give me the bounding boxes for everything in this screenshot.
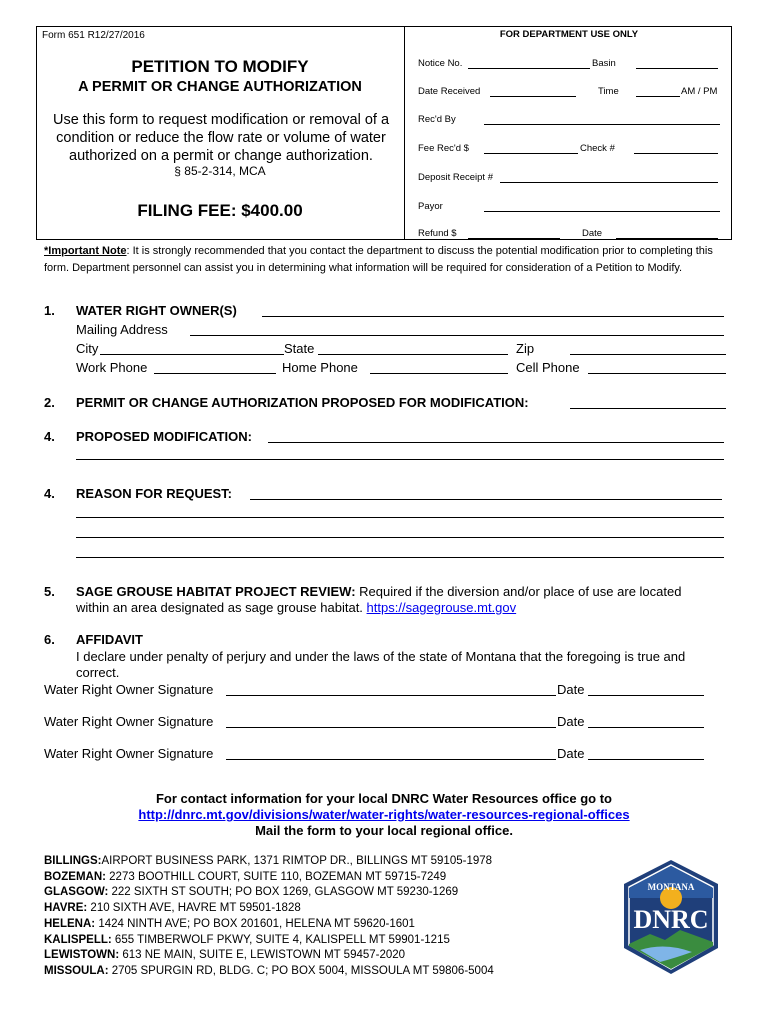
- form-description: Use this form to request modification or removal of a condition or reduce the flow rate or volume of water authorized on a permit or change authorization.: [52, 112, 390, 164]
- cell-phone-label: Cell Phone: [516, 360, 580, 375]
- office-city: MISSOULA:: [44, 964, 109, 977]
- mailing-address-field[interactable]: [190, 335, 724, 336]
- affidavit-text-2: correct.: [76, 665, 120, 680]
- important-note: [44, 243, 724, 276]
- state-label: State: [284, 341, 315, 356]
- office-city: BILLINGS:: [44, 855, 102, 867]
- signature-label-1: Water Right Owner Signature: [44, 682, 214, 697]
- reason-field[interactable]: [250, 499, 722, 500]
- office-city: HAVRE:: [44, 902, 88, 915]
- am-pm-label: AM / PM: [681, 86, 718, 97]
- zip-field[interactable]: [570, 354, 726, 355]
- city-field[interactable]: [100, 354, 284, 355]
- payor-label: Payor: [418, 201, 443, 212]
- fee-recd-field[interactable]: [484, 153, 578, 154]
- office-line: [44, 886, 458, 898]
- office-address: 210 SIXTH AVE, HAVRE MT 59501-1828: [87, 902, 301, 915]
- important-note-text: : It is strongly recommended that you contact the department to discuss the potential modification prior to completing this form. Department personnel can assist you in determining what information will be required for consideration of a Petition to Modify.: [44, 245, 713, 274]
- date-received-field[interactable]: [490, 96, 576, 97]
- zip-label: Zip: [516, 341, 535, 356]
- section-6-title: AFFIDAVIT: [76, 632, 143, 647]
- deposit-receipt-field[interactable]: [500, 182, 718, 183]
- form-id: Form 651 R12/27/2016: [42, 30, 145, 41]
- recd-by-field[interactable]: [484, 124, 720, 125]
- check-no-field[interactable]: [634, 153, 718, 154]
- office-line: [44, 934, 450, 946]
- statute-reference: § 85-2-314, MCA: [174, 164, 266, 178]
- deposit-receipt-label: Deposit Receipt #: [418, 172, 493, 183]
- section-1-number: 1.: [44, 303, 55, 318]
- fee-recd-label: Fee Rec'd $: [418, 143, 469, 154]
- cell-phone-field[interactable]: [588, 373, 726, 374]
- dept-use-title: FOR DEPARTMENT USE ONLY: [499, 29, 639, 40]
- basin-field[interactable]: [636, 68, 718, 69]
- office-address: 222 SIXTH ST SOUTH; PO BOX 1269, GLASGOW MT 59230-1269: [108, 886, 459, 899]
- reason-line-4[interactable]: [76, 557, 724, 558]
- office-line: [44, 918, 415, 930]
- refund-label: Refund $: [418, 228, 457, 239]
- section-5-line-1: [76, 584, 681, 599]
- section-5-text-2: within an area designated as sage grouse habitat.: [76, 600, 363, 615]
- home-phone-field[interactable]: [370, 373, 508, 374]
- work-phone-field[interactable]: [154, 373, 276, 374]
- office-city: LEWISTOWN:: [44, 949, 120, 962]
- office-city: KALISPELL:: [44, 933, 112, 946]
- home-phone-label: Home Phone: [282, 360, 358, 375]
- header-divider: [404, 26, 405, 240]
- contact-info-text: For contact information for your local DNRC Water Resources office go to: [155, 791, 612, 806]
- sage-grouse-link[interactable]: https://sagegrouse.mt.gov: [366, 600, 517, 615]
- proposed-modification-field[interactable]: [268, 442, 724, 443]
- refund-field[interactable]: [468, 238, 560, 239]
- check-no-label: Check #: [580, 143, 615, 154]
- signature-field-3[interactable]: [226, 759, 556, 760]
- payor-field[interactable]: [484, 211, 720, 212]
- state-field[interactable]: [318, 354, 508, 355]
- section-5-title: SAGE GROUSE HABITAT PROJECT REVIEW:: [76, 584, 356, 599]
- proposed-modification-line-2[interactable]: [76, 459, 724, 460]
- office-city: GLASGOW:: [44, 886, 109, 899]
- office-city: HELENA:: [44, 917, 96, 930]
- office-line: [44, 965, 494, 977]
- office-line: [44, 855, 492, 867]
- section-6-number: 6.: [44, 632, 55, 647]
- notice-no-label: Notice No.: [418, 58, 463, 69]
- sig-date-field-1[interactable]: [588, 695, 704, 696]
- filing-fee: FILING FEE: $400.00: [137, 201, 303, 220]
- notice-no-field[interactable]: [468, 68, 590, 69]
- date-received-label: Date Received: [418, 86, 481, 97]
- office-address: AIRPORT BUSINESS PARK, 1371 RIMTOP DR., BILLINGS MT 59105-1978: [101, 855, 493, 867]
- section-1-title: WATER RIGHT OWNER(S): [76, 303, 237, 318]
- office-address: 1424 NINTH AVE; PO BOX 201601, HELENA MT 59620-1601: [95, 917, 415, 930]
- section-4-title: REASON FOR REQUEST:: [76, 486, 233, 501]
- recd-by-label: Rec'd By: [418, 114, 456, 125]
- dnrc-logo: [620, 858, 722, 976]
- office-line: [44, 949, 405, 961]
- section-5-text: Required if the diversion and/or place of use are located: [355, 584, 682, 599]
- work-phone-label: Work Phone: [76, 360, 148, 375]
- section-4-number: 4.: [44, 486, 55, 501]
- office-address: 613 NE MAIN, SUITE E, LEWISTOWN MT 59457-2020: [119, 949, 406, 962]
- time-field[interactable]: [636, 96, 680, 97]
- section-2-number: 2.: [44, 395, 55, 410]
- affidavit-text: I declare under penalty of perjury and under the laws of the state of Montana that the foregoing is true and: [76, 649, 686, 664]
- sig-date-field-3[interactable]: [588, 759, 704, 760]
- reason-line-2[interactable]: [76, 517, 724, 518]
- office-address: 2705 SPURGIN RD, BLDG. C; PO BOX 5004, MISSOULA MT 59806-5004: [108, 964, 494, 977]
- form-subtitle: A PERMIT OR CHANGE AUTHORIZATION: [78, 79, 362, 95]
- refund-date-label: Date: [582, 228, 603, 239]
- section-3-number: 4.: [44, 429, 55, 444]
- office-line: [44, 902, 301, 914]
- city-label: City: [76, 341, 99, 356]
- section-3-title: PROPOSED MODIFICATION:: [76, 429, 252, 444]
- basin-label: Basin: [592, 58, 616, 69]
- signature-field-1[interactable]: [226, 695, 556, 696]
- signature-label-2: Water Right Owner Signature: [44, 714, 214, 729]
- sig-date-label-1: Date: [557, 682, 585, 697]
- office-city: BOZEMAN:: [44, 870, 106, 883]
- mailing-address-label: Mailing Address: [76, 322, 168, 337]
- signature-field-2[interactable]: [226, 727, 556, 728]
- regional-offices-link[interactable]: http://dnrc.mt.gov/divisions/water/water-rights/water-resources-regional-offices: [138, 807, 630, 822]
- office-address: 655 TIMBERWOLF PKWY, SUITE 4, KALISPELL MT 59901-1215: [111, 933, 450, 946]
- time-label: Time: [598, 86, 619, 97]
- section-2-title: PERMIT OR CHANGE AUTHORIZATION PROPOSED FOR MODIFICATION:: [76, 395, 529, 410]
- owner-name-field[interactable]: [262, 316, 724, 317]
- reason-line-3[interactable]: [76, 537, 724, 538]
- section-5-number: 5.: [44, 584, 55, 599]
- logo-dnrc-text: DNRC: [633, 905, 709, 934]
- sig-date-field-2[interactable]: [588, 727, 704, 728]
- logo-montana-text: MONTANA: [647, 882, 695, 892]
- form-title: PETITION TO MODIFY: [131, 57, 309, 76]
- mail-instruction: Mail the form to your local regional office.: [255, 823, 513, 838]
- office-address: 2273 BOOTHILL COURT, SUITE 110, BOZEMAN MT 59715-7249: [105, 870, 447, 883]
- permit-number-field[interactable]: [570, 408, 726, 409]
- refund-date-field[interactable]: [616, 238, 718, 239]
- section-5-line-2: [76, 600, 516, 615]
- sig-date-label-2: Date: [557, 714, 585, 729]
- office-line: [44, 871, 446, 883]
- signature-label-3: Water Right Owner Signature: [44, 746, 214, 761]
- important-note-label: *Important Note: [44, 245, 127, 257]
- sig-date-label-3: Date: [557, 746, 585, 761]
